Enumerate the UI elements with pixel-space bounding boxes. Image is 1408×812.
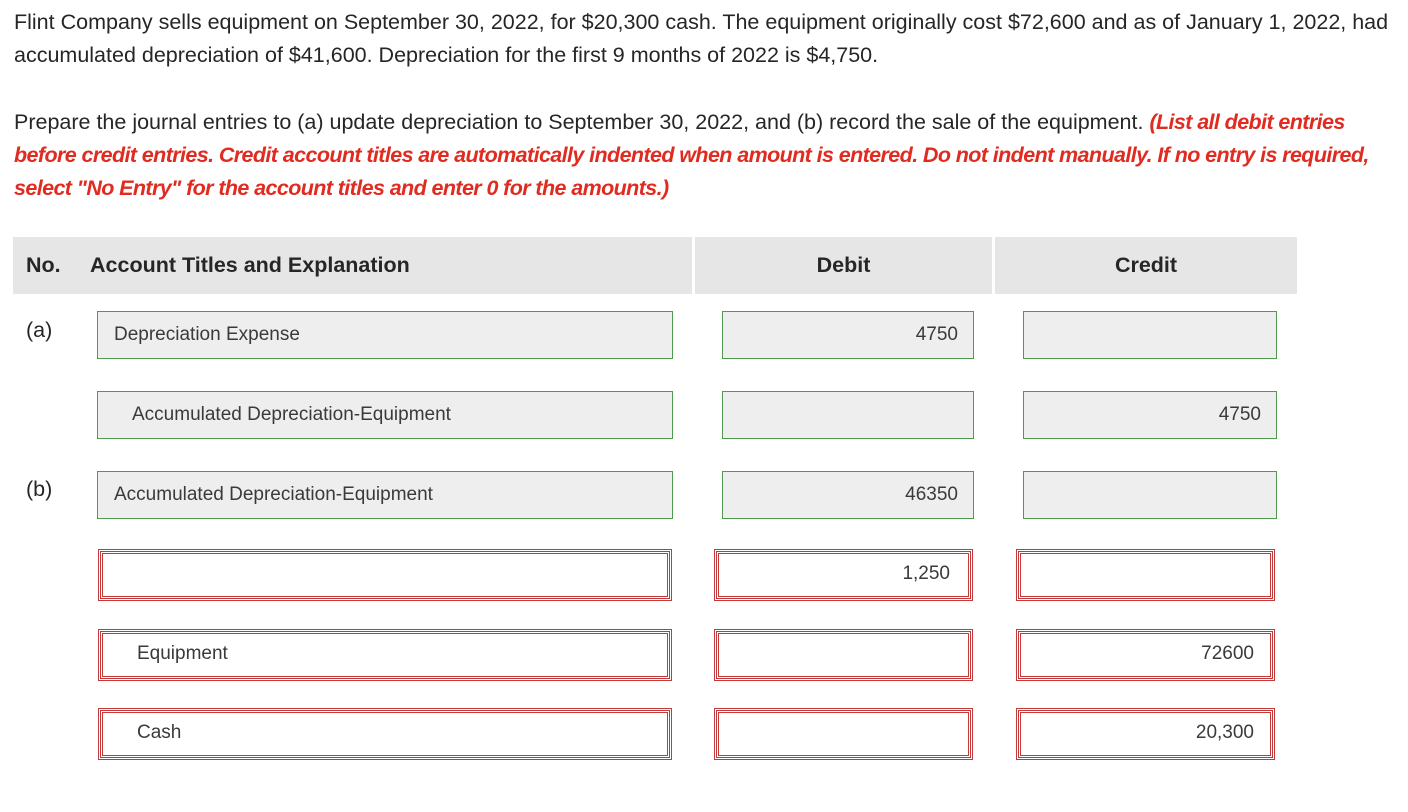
problem-statement	[14, 6, 1399, 72]
header-account-cell	[13, 237, 692, 294]
account-title-input-error[interactable]: Cash	[100, 710, 670, 758]
credit-input-error[interactable]: 72600	[1018, 631, 1273, 679]
credit-input[interactable]	[1023, 311, 1277, 359]
entry-label-b: (b)	[26, 477, 53, 501]
instruction-text: (List all debit entries before credit entries. Credit account titles are automatically indented when amount is entered. Do not indent manually. If no entry is required, select "No Entry" for the account titles and enter 0 for the amounts.)	[14, 110, 1369, 200]
header-debit: Debit	[695, 237, 992, 294]
account-title-input[interactable]: Depreciation Expense	[97, 311, 673, 359]
credit-input[interactable]: 4750	[1023, 391, 1277, 439]
prompt-statement	[14, 106, 1399, 205]
debit-input[interactable]: 46350	[722, 471, 974, 519]
account-title-input-error[interactable]	[100, 551, 670, 599]
credit-input-error[interactable]: 20,300	[1018, 710, 1273, 758]
debit-input-error[interactable]	[716, 710, 971, 758]
entry-label-a: (a)	[26, 318, 53, 342]
credit-input[interactable]	[1023, 471, 1277, 519]
header-credit: Credit	[995, 237, 1297, 294]
header-no: No.	[26, 253, 61, 277]
debit-input[interactable]	[722, 391, 974, 439]
problem-text: Flint Company sells equipment on September 30, 2022, for $20,300 cash. The equipment originally cost $72,600 and as of January 1, 2022, had accumulated depreciation of $41,600. Depreciation for the first 9 months of 2022 is $4,750.	[14, 10, 1389, 67]
account-title-input-error[interactable]: Equipment	[100, 631, 670, 679]
debit-input-error[interactable]	[716, 631, 971, 679]
credit-input-error[interactable]	[1018, 551, 1273, 599]
debit-input[interactable]: 4750	[722, 311, 974, 359]
header-account-titles: Account Titles and Explanation	[90, 253, 410, 277]
account-title-input[interactable]: Accumulated Depreciation-Equipment	[97, 471, 673, 519]
prompt-text: Prepare the journal entries to (a) update depreciation to September 30, 2022, and (b) record the sale of the equipment.	[14, 110, 1150, 134]
journal-table-header	[13, 237, 1297, 294]
debit-input-error[interactable]: 1,250	[716, 551, 971, 599]
account-title-input[interactable]: Accumulated Depreciation-Equipment	[97, 391, 673, 439]
